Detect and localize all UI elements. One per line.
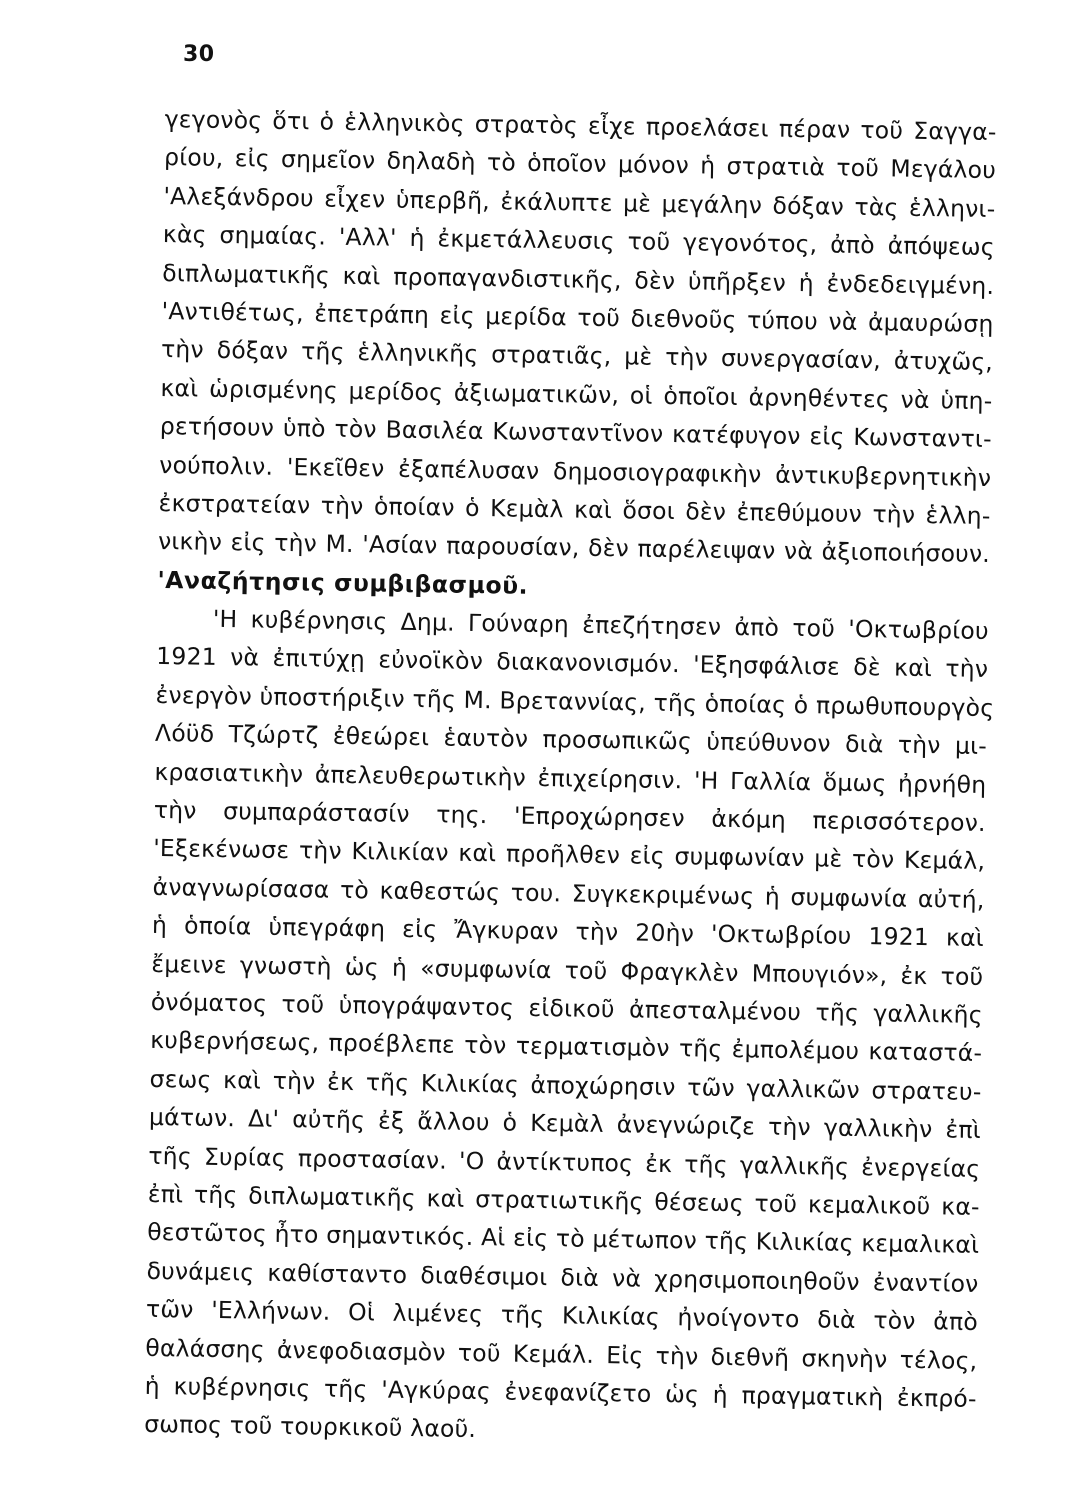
text-line: γεγονὸς ὅτι ὁ ἑλληνικὸς στρατὸς εἶχε προελάσει πέραν τοῦ Σαγγα-: [164, 104, 997, 147]
paragraph: [158, 100, 997, 574]
text-line: ἐκστρατείαν τὴν ὁποίαν ὁ Κεμὰλ καὶ ὅσοι δὲν ἐπεθύμουν τὴν ἑλλη-: [158, 488, 991, 530]
text-line: θαλάσσης ἀνεφοδιασμὸν τοῦ Κεμάλ. Εἰς τὴν διεθνῆ σκηνὴν τέλος,: [145, 1333, 978, 1375]
text-line: ρετήσουν ὑπὸ τὸν Βασιλέα Κωνσταντῖνον κατέφυγον εἰς Κωνσταντι-: [159, 412, 992, 454]
text-line: 'Αντιθέτως, ἐπετράπη εἰς μερίδα τοῦ διεθνοῦς τύπου νὰ ἀμαυρώσῃ: [161, 296, 994, 338]
text-line: Λόϋδ Τζώρτζ ἐθεώρει ἑαυτὸν προσωπικῶς ὑπεύθυνον διὰ τὴν μι-: [154, 719, 988, 761]
text-line: 'Η κυβέρνησις Δημ. Γούναρη ἐπεζήτησεν ἀπὸ τοῦ 'Οκτωβρίου: [212, 604, 989, 646]
text-line: ἡ ὁποία ὑπεγράφη εἰς Ἄγκυραν τὴν 20ὴν 'Οκτωβρίου 1921 καὶ: [151, 911, 985, 953]
text-line: κυβερνήσεως, προέβλεπε τὸν τερματισμὸν τῆς ἐμπολέμου καταστά-: [150, 1026, 983, 1068]
text-line: θεστῶτος ἦτο σημαντικός. Αἱ εἰς τὸ μέτωπον τῆς Κιλικίας κεμαλικαὶ: [146, 1218, 980, 1260]
text-line: ἐνεργὸν ὑποστήριξιν τῆς Μ. Βρεταννίας, τῆς ὁποίας ὁ πρωθυπουργὸς: [155, 680, 995, 722]
text-line: σωπος τοῦ τουρκικοῦ λαοῦ.: [143, 1410, 477, 1444]
text-line: δυνάμεις καθίσταντο διαθέσιμοι διὰ νὰ χρησιμοποιηθοῦν ἐναντίον: [146, 1256, 979, 1298]
text-line: 'Αλεξάνδρου εἶχεν ὑπερβῆ, ἐκάλυπτε μὲ μεγάλην δόξαν τὰς ἑλληνι-: [163, 181, 996, 223]
text-line: 1921 νὰ ἐπιτύχῃ εὐνοϊκὸν διακανονισμόν. 'Εξησφάλισε δὲ καὶ τὴν: [156, 642, 989, 684]
text-line: μάτων. Δι' αὐτῆς ἐξ ἄλλου ὁ Κεμὰλ ἀνεγνώριζε τὴν γαλλικὴν ἐπὶ: [148, 1103, 982, 1145]
section-heading: 'Αναζήτησις συμβιβασμοῦ.: [157, 565, 529, 600]
text-line: ὀνόματος τοῦ ὑπογράψαντος εἰδικοῦ ἀπεσταλμένου τῆς γαλλικῆς: [150, 987, 983, 1029]
text-line: σεως καὶ τὴν ἐκ τῆς Κιλικίας ἀποχώρησιν τῶν γαλλικῶν στρατευ-: [149, 1064, 982, 1106]
text-line: τῶν 'Ελλήνων. Οἱ λιμένες τῆς Κιλικίας ἠνοίγοντο διὰ τὸν ἀπὸ: [145, 1294, 979, 1337]
text-line: ἐπὶ τῆς διπλωματικῆς καὶ στρατιωτικῆς θέσεως τοῦ κεμαλικοῦ κα-: [147, 1179, 980, 1221]
paragraph: [143, 599, 995, 1457]
page-number: 30: [183, 42, 215, 67]
body-text: [144, 100, 997, 1457]
text-line: κὰς σημαίας. 'Αλλ' ἡ ἐκμετάλλευσις τοῦ γεγονότος, ἀπὸ ἀπόψεως: [162, 220, 996, 262]
text-line: τὴν συμπαράστασίν της. 'Επροχώρησεν ἀκόμη περισσότερον.: [153, 795, 986, 838]
text-line: τῆς Συρίας προστασίαν. 'Ο ἀντίκτυπος ἐκ τῆς γαλλικῆς ἐνεργείας: [148, 1141, 981, 1183]
text-line: ρίου, εἰς σημεῖον δηλαδὴ τὸ ὁποῖον μόνον ἡ στρατιὰ τοῦ Μεγάλου: [163, 143, 997, 185]
text-line: νικὴν εἰς τὴν Μ. 'Ασίαν παρουσίαν, δὲν παρέλειψαν νὰ ἀξιοποιήσουν.: [157, 527, 991, 569]
text-line: διπλωματικῆς καὶ προπαγανδιστικῆς, δὲν ὑπῆρξεν ἡ ἐνδεδειγμένη.: [162, 258, 995, 300]
text-line: ἡ κυβέρνησις τῆς 'Αγκύρας ἐνεφανίζετο ὡς ἡ πραγματικὴ ἐκπρό-: [144, 1371, 977, 1413]
text-line: 'Εξεκένωσε τὴν Κιλικίαν καὶ προῆλθεν εἰς συμφωνίαν μὲ τὸν Κεμάλ,: [153, 834, 986, 876]
text-line: καὶ ὡρισμένης μερίδος ἀξιωματικῶν, οἱ ὁποῖοι ἀρνηθέντες νὰ ὑπη-: [160, 373, 993, 415]
text-line: ἔμεινε γνωστὴ ὡς ἡ «συμφωνία τοῦ Φραγκλὲν Μπουγιόν», ἐκ τοῦ: [151, 949, 984, 991]
text-line: κρασιατικὴν ἀπελευθερωτικὴν ἐπιχείρησιν. 'Η Γαλλία ὅμως ἠρνήθη: [154, 757, 987, 799]
text-line: ἀναγνωρίσασα τὸ καθεστώς του. Συγκεκριμένως ἡ συμφωνία αὐτή,: [152, 872, 985, 914]
text-line: τὴν δόξαν τῆς ἑλληνικῆς στρατιᾶς, μὲ τὴν συνεργασίαν, ἀτυχῶς,: [160, 335, 994, 377]
text-line: νούπολιν. 'Εκεῖθεν ἐξαπέλυσαν δημοσιογραφικὴν ἀντικυβερνητικὴν: [159, 450, 992, 492]
